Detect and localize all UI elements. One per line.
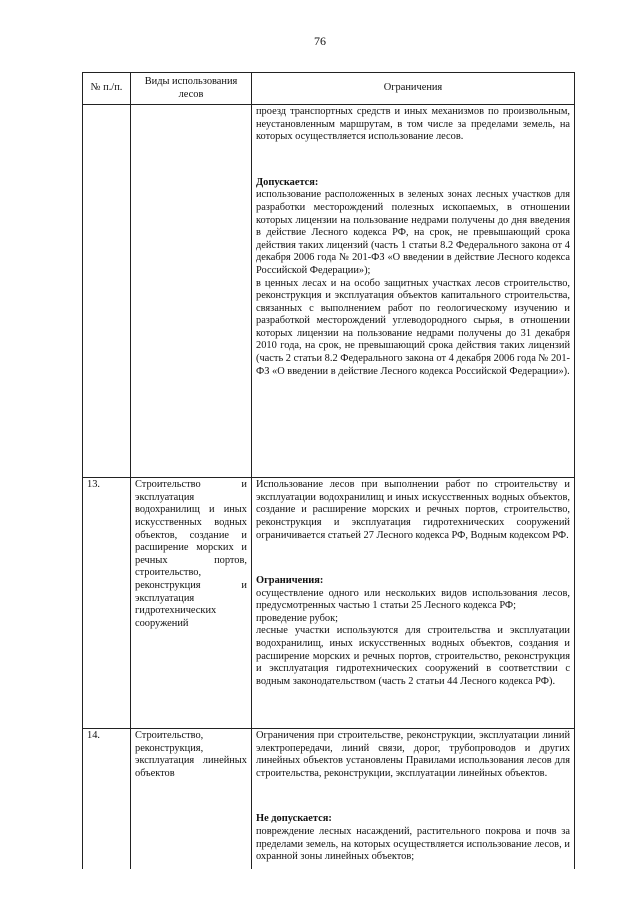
row-number: 14. [83, 729, 131, 870]
restriction-paragraph: Использование лесов при выполнении работ по строительству и эксплуатации водохранилищ и иных искусственных водных объектов, создание и расширение морских и речных портов, строительство, реконструкция и эксплуатация гидротехнических сооружений ограничивается статьей 27 Лесного кодекса РФ, Водным кодексом РФ. [256, 479, 570, 541]
header-usage-types: Виды использования лесов [131, 73, 252, 105]
restriction-paragraph: лесные участки используются для строительства и эксплуатации водохранилищ, иных искусственных водных объектов, создания и расширение морских и речных портов, строительство, реконструкция и эксплуатация гидротехнических сооружений в соответствии с водным законодательством (часть 2 статьи 44 Лесного кодекса РФ). [256, 625, 570, 687]
table-row [83, 478, 575, 729]
row-usage-type [131, 105, 252, 478]
page-number: 76 [314, 34, 326, 48]
row-restrictions [252, 105, 575, 478]
restriction-paragraph: использование расположенных в зеленых зонах лесных участков для разработки месторождений полезных ископаемых, в отношении которых лицензии на пользование недрами получены до дня введения в действие Лесного кодекса РФ, на срок, не превышающий срока действия таких лицензий (часть 1 статьи 8.2 Федерального закона от 4 декабря 2006 года № 201-ФЗ «О введении в действие Лесного кодекса Российской Федерации»); [256, 189, 570, 276]
restriction-paragraph: Ограничения при строительстве, реконструкции, эксплуатации линий электропередачи, линий связи, дорог, трубопроводов и других линейных объектов установлены Правилами использования лесов для строительства, реконструкции, эксплуатации линейных объектов. [256, 730, 570, 779]
table-header-row [83, 73, 575, 105]
row-usage-type: Строительство, реконструкция, эксплуатация линейных объектов [131, 729, 252, 870]
paragraph-gap [256, 791, 570, 803]
row-restrictions [252, 729, 575, 870]
row-usage-type: Строительство и эксплуатация водохранилищ и иных искусственных водных объектов, создание и расширение морских и речных портов, строительство, реконструкция и эксплуатация гидротехнических сооружений [131, 478, 252, 729]
restriction-paragraph: осуществление одного или нескольких видов использования лесов, предусмотренных частью 1 статьи 25 Лесного кодекса РФ; [256, 587, 570, 612]
table-row [83, 105, 575, 478]
header-num: № п./п. [83, 73, 131, 105]
restriction-paragraph: в ценных лесах и на особо защитных участках лесов строительство, реконструкция и эксплуатация объектов капитального строительства, связанных с выполнением работ по геологическому изучению и разработкой месторождений углеводородного сырья, в отношении которых лицензии на пользование недрами получены до 31 декабря 2010 года, на срок, не превышающий срока действия таких лицензий (часть 2 статьи 8.2 Федерального закона от 4 декабря 2006 года № 201-ФЗ «О введении в действие Лесного кодекса Российской Федерации»). [256, 277, 570, 377]
row-restrictions [252, 478, 575, 729]
section-heading: Не допускается: [256, 813, 332, 825]
paragraph-gap [256, 154, 570, 166]
restriction-paragraph: проезд транспортных средств и иных механизмов по произвольным, неустановленным маршрутам, в том числе за пределами земель, на которых осуществляется использование лесов. [256, 106, 570, 143]
restriction-paragraph: повреждение лесных насаждений, растительного покрова и почв за пределами земель, на которых осуществляется использование лесов, и охранной зоны линейных объектов; [256, 825, 570, 863]
row-number: 13. [83, 478, 131, 729]
header-restrictions: Ограничения [252, 73, 575, 105]
paragraph-gap [256, 553, 570, 565]
restriction-paragraph: проведение рубок; [256, 612, 339, 624]
table-row [83, 729, 575, 870]
section-heading: Допускается: [256, 176, 319, 188]
row-number [83, 105, 131, 478]
restrictions-table [82, 72, 575, 869]
section-heading: Ограничения: [256, 574, 324, 586]
